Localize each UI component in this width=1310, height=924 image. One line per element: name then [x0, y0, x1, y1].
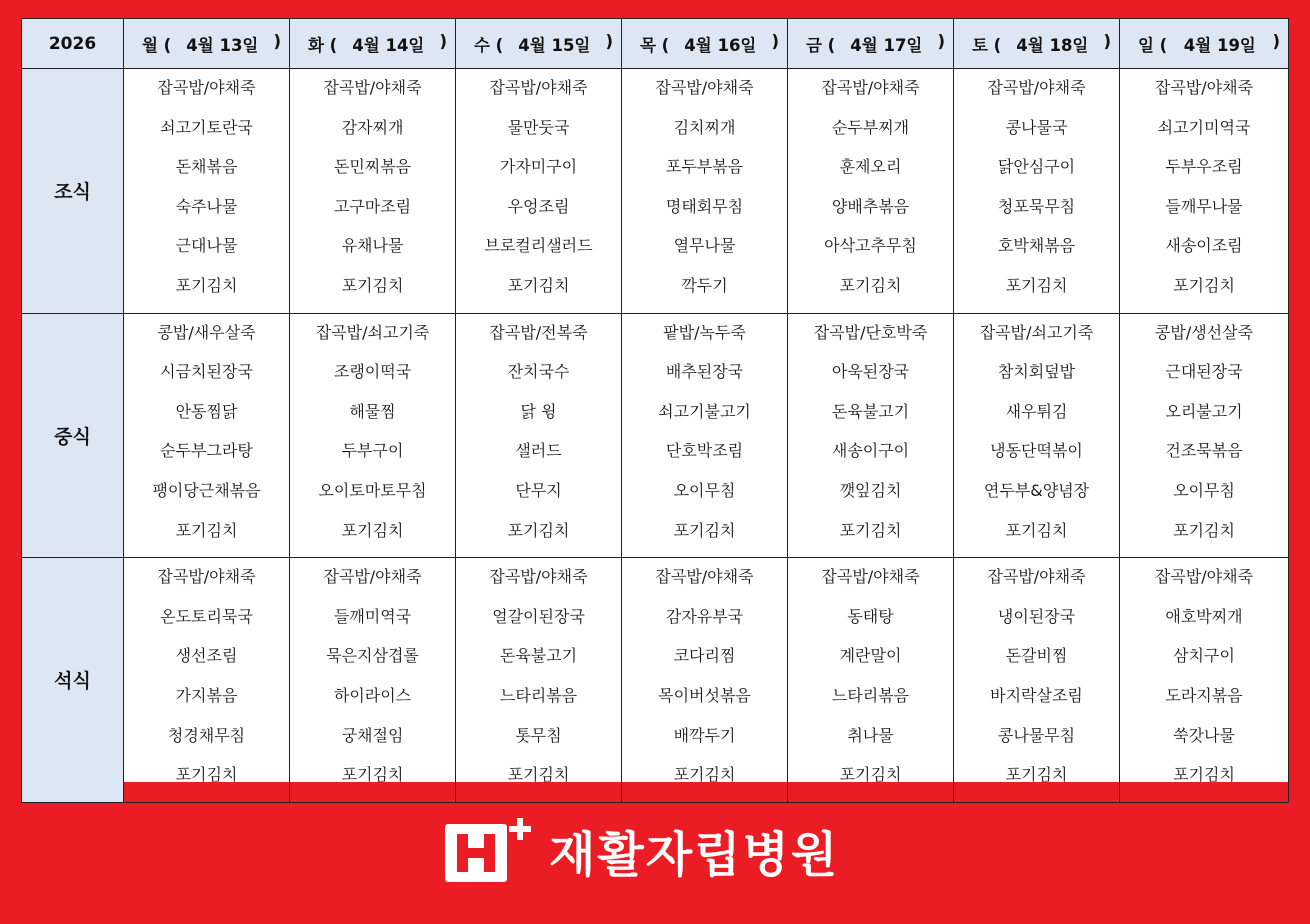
menu-item-list	[788, 69, 953, 313]
menu-item: 감자유부국	[665, 606, 744, 626]
menu-item-list	[124, 558, 289, 802]
day-close: )	[439, 31, 447, 51]
menu-item: 유채나물	[341, 236, 404, 256]
menu-item: 잡곡밥/야채죽	[655, 78, 754, 97]
menu-item: 잡곡밥/쇠고기죽	[315, 322, 430, 342]
menu-item: 근대된장국	[1165, 362, 1243, 382]
menu-item: 느타리볶음	[831, 685, 910, 705]
menu-item-list	[290, 558, 455, 802]
menu-item-list	[1120, 558, 1288, 802]
menu-item: 양배추볶음	[831, 196, 910, 216]
menu-item-list	[622, 314, 787, 558]
menu-cell	[124, 69, 290, 314]
menu-item: 잔치국수	[507, 362, 570, 382]
menu-item: 오이무침	[673, 480, 736, 500]
menu-item-list	[1120, 314, 1288, 558]
menu-item: 연두부&양념장	[983, 480, 1090, 500]
menu-item: 잡곡밥/전복죽	[489, 322, 588, 342]
menu-item: 두부구이	[341, 441, 404, 461]
day-date: 4월 18일	[1016, 35, 1089, 55]
menu-item: 포기김치	[839, 765, 902, 785]
menu-item: 들깨무나물	[1165, 196, 1243, 216]
day-close: )	[605, 31, 613, 51]
menu-item: 잡곡밥/야채죽	[821, 78, 920, 97]
menu-item: 샐러드	[515, 441, 562, 461]
menu-item: 궁채절임	[341, 725, 404, 745]
menu-item: 잡곡밥/야채죽	[821, 567, 920, 587]
menu-item: 잡곡밥/야채죽	[489, 78, 588, 97]
menu-item: 참치회덮밥	[997, 362, 1076, 382]
day-name: 화 (	[308, 35, 338, 55]
menu-item: 깻잎김치	[839, 480, 902, 500]
menu-item: 온도토리묵국	[160, 606, 253, 626]
menu-item: 포기김치	[507, 275, 570, 295]
menu-cell	[788, 558, 954, 803]
menu-item: 김치찌개	[673, 117, 736, 137]
menu-item: 돈채볶음	[175, 157, 238, 177]
menu-cell	[622, 313, 788, 558]
menu-item: 포두부볶음	[665, 157, 744, 177]
menu-cell	[124, 558, 290, 803]
day-date: 4월 14일	[352, 35, 425, 55]
menu-item: 순두부그라탕	[160, 441, 253, 461]
menu-item: 포기김치	[175, 275, 238, 295]
menu-item-list	[622, 69, 787, 313]
menu-item: 순두부찌개	[831, 117, 910, 137]
menu-item: 톳무침	[515, 725, 562, 745]
menu-item: 포기김치	[341, 520, 404, 540]
menu-item: 포기김치	[673, 765, 736, 785]
menu-item: 쇠고기토란국	[160, 117, 253, 137]
meal-label: 중식	[22, 313, 124, 558]
menu-item: 닭안심구이	[997, 157, 1076, 177]
menu-cell	[124, 313, 290, 558]
menu-item: 근대나물	[175, 236, 238, 256]
menu-cell	[954, 558, 1120, 803]
menu-item: 팥밥/녹두죽	[663, 322, 746, 342]
menu-cell	[954, 69, 1120, 314]
menu-item: 조랭이떡국	[333, 362, 412, 382]
menu-item: 포기김치	[1005, 765, 1068, 785]
day-close: )	[273, 31, 281, 51]
menu-item: 고구마조림	[333, 196, 412, 216]
meal-row	[22, 558, 1289, 803]
year-cell: 2026	[22, 19, 124, 69]
menu-cell	[788, 313, 954, 558]
menu-item: 닭 윙	[520, 401, 557, 421]
menu-item: 콩밥/생선살죽	[1154, 322, 1254, 342]
menu-item-list	[622, 558, 787, 802]
menu-cell	[954, 313, 1120, 558]
menu-item-list	[290, 69, 455, 313]
menu-item: 계란말이	[839, 646, 902, 666]
menu-item: 느타리볶음	[499, 685, 578, 705]
day-name: 수 (	[474, 35, 504, 55]
menu-item: 잡곡밥/야채죽	[987, 78, 1086, 97]
menu-cell	[290, 558, 456, 803]
menu-item: 잡곡밥/야채죽	[157, 78, 256, 97]
menu-item: 콩나물국	[1005, 117, 1068, 137]
menu-item: 잡곡밥/야채죽	[323, 567, 422, 587]
meal-row	[22, 313, 1289, 558]
menu-item: 잡곡밥/야채죽	[489, 567, 588, 587]
menu-item-list	[290, 314, 455, 558]
menu-item: 돈육불고기	[831, 401, 910, 421]
menu-item: 냉이된장국	[997, 606, 1076, 626]
menu-item-list	[456, 558, 621, 802]
menu-item: 목이버섯볶음	[658, 685, 751, 705]
day-header-3	[622, 19, 788, 69]
menu-item-list	[954, 558, 1119, 802]
menu-item: 바지락살조림	[990, 685, 1083, 705]
day-close: )	[771, 31, 779, 51]
menu-item: 오이토마토무침	[318, 480, 427, 500]
menu-item: 코다리찜	[673, 646, 736, 666]
meal-label: 석식	[22, 558, 124, 803]
menu-item: 안동찜닭	[175, 401, 238, 421]
menu-item: 생선조림	[175, 646, 238, 666]
menu-sheet	[21, 18, 1288, 785]
menu-item: 단무지	[515, 480, 562, 500]
menu-item: 아욱된장국	[831, 362, 910, 382]
menu-item: 포기김치	[839, 275, 902, 295]
menu-item: 숙주나물	[175, 196, 238, 216]
menu-cell	[1120, 69, 1289, 314]
day-header-5	[954, 19, 1120, 69]
menu-item: 들깨미역국	[333, 606, 412, 626]
day-date: 4월 16일	[684, 35, 757, 55]
menu-item: 잡곡밥/쇠고기죽	[979, 322, 1094, 342]
menu-item: 청경채무침	[167, 725, 246, 745]
menu-item-list	[1120, 69, 1288, 313]
menu-item: 쇠고기미역국	[1157, 117, 1251, 137]
menu-item: 포기김치	[673, 520, 736, 540]
menu-cell	[1120, 313, 1289, 558]
day-date: 4월 13일	[186, 35, 259, 55]
menu-item: 냉동단떡볶이	[990, 441, 1083, 461]
menu-item: 쑥갓나물	[1173, 725, 1235, 745]
menu-item: 쇠고기불고기	[658, 401, 751, 421]
menu-item-list	[788, 314, 953, 558]
day-close: )	[937, 31, 945, 51]
meal-row	[22, 69, 1289, 314]
menu-item: 도라지볶음	[1165, 685, 1243, 705]
menu-item-list	[954, 314, 1119, 558]
day-name: 일 (	[1138, 35, 1168, 55]
menu-item: 포기김치	[507, 765, 570, 785]
menu-item: 콩나물무침	[997, 725, 1076, 745]
menu-item: 포기김치	[1173, 275, 1235, 295]
menu-item: 팽이당근채볶음	[152, 480, 261, 500]
menu-item: 해물찜	[349, 401, 396, 421]
menu-cell	[456, 69, 622, 314]
day-header-1	[290, 19, 456, 69]
menu-item: 훈제오리	[839, 157, 902, 177]
menu-item: 돈육불고기	[499, 646, 578, 666]
menu-item-list	[124, 314, 289, 558]
menu-item: 돈민찌볶음	[333, 157, 412, 177]
menu-item: 잡곡밥/야채죽	[1154, 567, 1254, 587]
menu-item: 새송이구이	[831, 441, 910, 461]
menu-item: 브로컬리샐러드	[484, 236, 593, 256]
menu-item: 단호박조림	[665, 441, 744, 461]
menu-item: 호박채볶음	[997, 236, 1076, 256]
menu-cell	[456, 558, 622, 803]
day-close: )	[1272, 31, 1280, 51]
day-date: 4월 19일	[1183, 35, 1256, 55]
day-name: 월 (	[142, 35, 172, 55]
menu-item: 잡곡밥/야채죽	[655, 567, 754, 587]
menu-item: 감자찌개	[341, 117, 404, 137]
h-plus-logo-icon	[445, 818, 527, 882]
menu-item: 오이무침	[1173, 480, 1235, 500]
menu-cell	[456, 313, 622, 558]
menu-item: 삼치구이	[1173, 646, 1235, 666]
day-name: 목 (	[640, 35, 670, 55]
menu-item: 포기김치	[175, 765, 238, 785]
hospital-brand	[445, 818, 839, 882]
menu-cell	[622, 69, 788, 314]
menu-item: 아삭고추무침	[824, 236, 917, 256]
hospital-name: 재활자립병원	[549, 826, 840, 883]
menu-item: 포기김치	[507, 520, 570, 540]
menu-item: 건조묵볶음	[1165, 441, 1243, 461]
menu-item: 얼갈이된장국	[492, 606, 585, 626]
menu-cell	[1120, 558, 1289, 803]
day-header-2	[456, 19, 622, 69]
day-date: 4월 15일	[518, 35, 591, 55]
menu-item-list	[124, 69, 289, 313]
day-date: 4월 17일	[850, 35, 923, 55]
menu-item: 가자미구이	[499, 157, 578, 177]
menu-item-list	[788, 558, 953, 802]
menu-item: 깍두기	[681, 275, 728, 295]
day-header-6	[1120, 19, 1289, 69]
menu-item: 잡곡밥/야채죽	[987, 567, 1086, 587]
header-row	[22, 19, 1289, 69]
menu-item: 포기김치	[1173, 765, 1235, 785]
menu-item: 열무나물	[673, 236, 736, 256]
menu-item: 배추된장국	[665, 362, 744, 382]
menu-item: 두부우조림	[1165, 157, 1243, 177]
menu-item: 잡곡밥/야채죽	[323, 78, 422, 97]
menu-cell	[290, 313, 456, 558]
menu-item: 배깍두기	[673, 725, 736, 745]
menu-item: 새송이조림	[1165, 236, 1243, 256]
day-header-0	[124, 19, 290, 69]
menu-item: 포기김치	[1005, 275, 1068, 295]
menu-item: 명태회무침	[665, 196, 744, 216]
menu-item: 포기김치	[341, 275, 404, 295]
weekly-menu-table	[21, 18, 1289, 803]
menu-item: 포기김치	[1173, 520, 1235, 540]
menu-item: 물만둣국	[507, 117, 570, 137]
menu-item: 시금치된장국	[160, 362, 253, 382]
menu-item-list	[954, 69, 1119, 313]
menu-item: 동태탕	[847, 606, 894, 626]
menu-item: 가지볶음	[175, 685, 238, 705]
menu-item: 포기김치	[1005, 520, 1068, 540]
menu-item-list	[456, 69, 621, 313]
menu-cell	[290, 69, 456, 314]
menu-item: 우엉조림	[507, 196, 570, 216]
menu-item: 포기김치	[341, 765, 404, 785]
day-name: 금 (	[806, 35, 836, 55]
menu-cell	[788, 69, 954, 314]
menu-cell	[622, 558, 788, 803]
menu-item: 취나물	[847, 725, 894, 745]
day-header-4	[788, 19, 954, 69]
menu-item: 잡곡밥/야채죽	[157, 567, 256, 587]
menu-item: 하이라이스	[333, 685, 412, 705]
day-close: )	[1103, 31, 1111, 51]
menu-item: 잡곡밥/야채죽	[1154, 78, 1254, 97]
menu-item: 청포묵무침	[997, 196, 1076, 216]
day-name: 토 (	[972, 35, 1002, 55]
menu-item: 잡곡밥/단호박죽	[813, 322, 928, 342]
menu-item: 포기김치	[175, 520, 238, 540]
menu-item: 묵은지삼겹롤	[326, 646, 419, 666]
menu-item: 돈갈비찜	[1005, 646, 1068, 666]
meal-label: 조식	[22, 69, 124, 314]
menu-item: 포기김치	[839, 520, 902, 540]
menu-item: 오리불고기	[1165, 401, 1243, 421]
menu-item-list	[456, 314, 621, 558]
menu-item: 애호박찌개	[1165, 606, 1243, 626]
menu-item: 콩밥/새우살죽	[157, 322, 256, 342]
menu-item: 새우튀김	[1005, 401, 1068, 421]
